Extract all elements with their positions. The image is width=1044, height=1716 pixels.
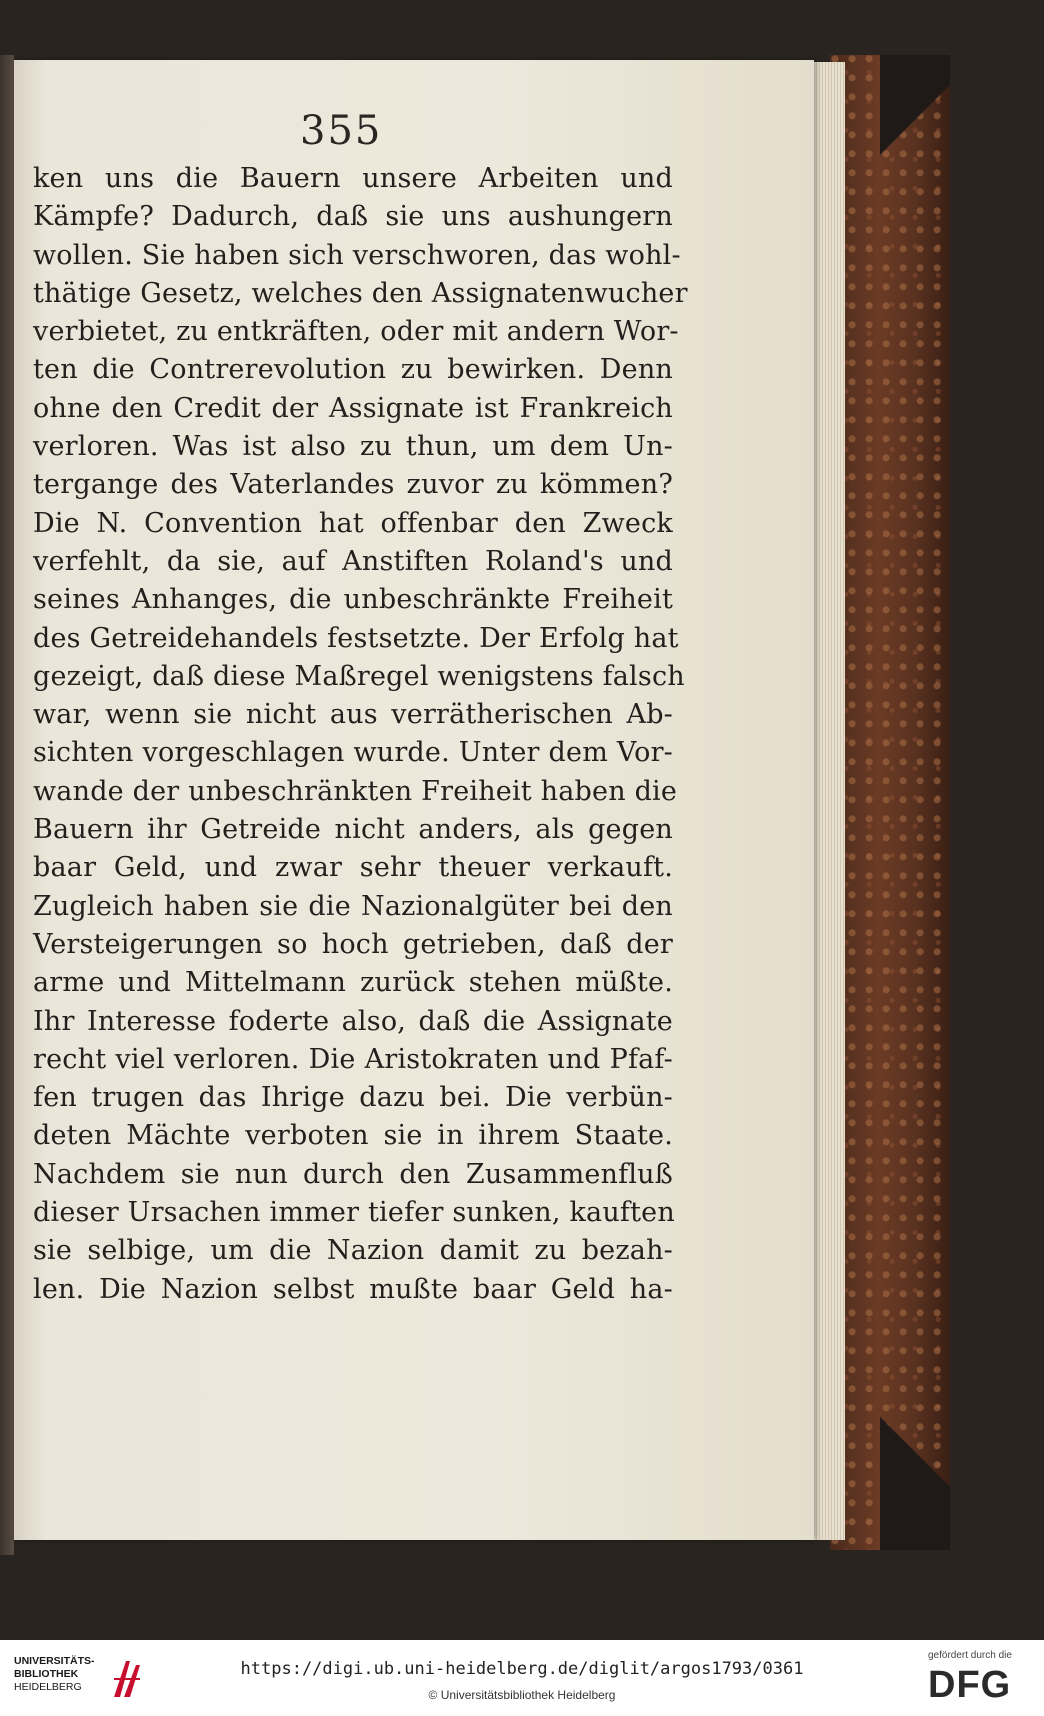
text-line: len. Die Nazion selbst mußte baar Geld ha- [33,1273,673,1305]
text-line: fen trugen das Ihrige dazu bei. Die verbün- [33,1082,673,1114]
cover-corner-bottom [880,1380,950,1550]
text-line: baar Geld, und zwar sehr theuer verkauft. [33,852,673,884]
text-line: wollen. Sie haben sich verschworen, das wohl- [33,239,681,271]
text-line: tergange des Vaterlandes zuvor zu kömmen? [33,469,673,501]
text-line: verfehlt, da sie, auf Anstiften Roland's und [33,545,673,577]
text-line: verbietet, zu entkräften, oder mit andern Wor- [33,316,679,348]
page-number: 355 [300,108,383,154]
text-line: thätige Gesetz, welches den Assignatenwucher [33,277,688,309]
permalink-url[interactable]: https://digi.ub.uni-heidelberg.de/diglit/argos1793/0361 [240,1659,804,1679]
text-line: Die N. Convention hat offenbar den Zweck [33,507,673,539]
text-line: seines Anhanges, die unbeschränkte Freiheit [33,584,673,616]
text-line: gezeigt, daß diese Maßregel wenigstens falsch [33,660,685,692]
library-name-line: HEIDELBERG [14,1681,82,1693]
page-text [33,160,688,1309]
book-cover-board [830,55,950,1550]
text-line: ohne den Credit der Assignate ist Frankreich [33,392,673,424]
text-line: ten die Contrerevolution zu bewirken. Denn [33,354,673,386]
text-line: ken uns die Bauern unsere Arbeiten und [33,163,673,194]
copyright-notice: © Universitätsbibliothek Heidelberg [428,1688,616,1702]
book-spine-edge [0,55,14,1555]
library-name-line: UNIVERSITÄTS- [14,1655,95,1667]
text-line: Ihr Interesse foderte also, daß die Assignate [33,1005,673,1037]
funding-note: gefördert durch die [928,1650,1012,1661]
text-line: Zugleich haben sie die Nazionalgüter bei den [33,890,673,922]
text-line: arme und Mittelmann zurück stehen müßte. [33,967,673,999]
text-line: Kämpfe? Dadurch, daß sie uns aushungern [33,201,673,233]
cover-corner-top [880,55,950,165]
text-line: Bauern ihr Getreide nicht anders, als gegen [33,814,673,846]
library-name-line: BIBLIOTHEK [14,1668,79,1680]
text-line: Nachdem sie nun durch den Zusammenfluß [33,1158,673,1190]
text-line: recht viel verloren. Die Aristokraten und Pfaf- [33,1043,673,1075]
text-line: des Getreidehandels festsetzte. Der Erfolg hat [33,622,679,654]
text-line: dieser Ursachen immer tiefer sunken, kauften [33,1197,675,1229]
text-line: war, wenn sie nicht aus verrätherischen Ab- [33,699,673,731]
text-line: Versteigerungen so hoch getrieben, daß der [33,928,673,960]
text-line: verloren. Was ist also zu thun, um dem Un- [33,431,673,463]
text-line: deten Mächte verboten sie in ihrem Staate. [33,1120,673,1152]
dfg-logo[interactable]: DFG [928,1664,1012,1706]
text-line: wande der unbeschränkten Freiheit haben die [33,775,678,807]
text-line: sichten vorgeschlagen wurde. Unter dem Vor- [33,737,673,769]
text-line: sie selbige, um die Nazion damit zu bezah- [33,1235,673,1267]
